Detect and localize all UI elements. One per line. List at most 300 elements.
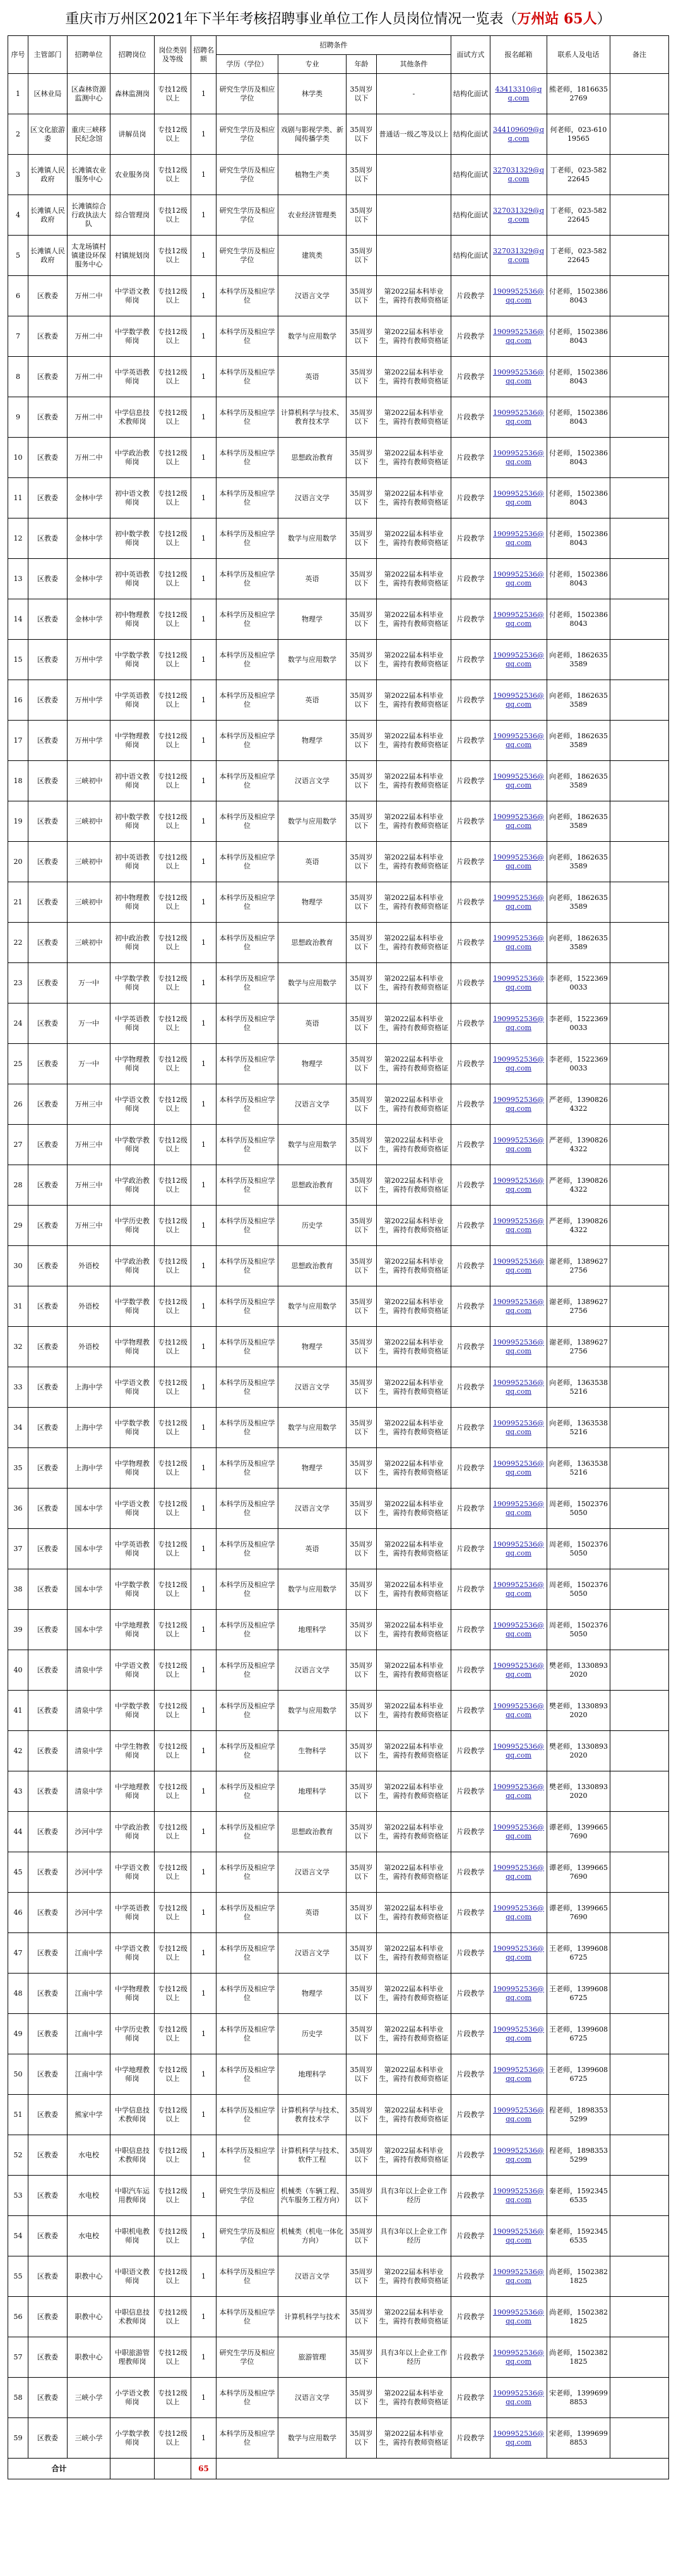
table-row (8, 1286, 669, 1327)
table-row (8, 761, 669, 801)
other-cell: 第2022届本科毕业生，需持有教师资格证 (377, 963, 451, 1003)
contact-cell: 付老师，15023868043 (547, 357, 610, 397)
major-cell: 英语 (278, 680, 347, 721)
email-link[interactable]: 1909952536@qq.com (490, 2297, 547, 2337)
contact-cell: 向老师，13635385216 (547, 1448, 610, 1489)
email-link[interactable]: 1909952536@qq.com (490, 438, 547, 478)
dept-cell: 区教委 (28, 1367, 68, 1408)
table-row (8, 2095, 669, 2135)
edu-cell: 本科学历及相应学位 (216, 1246, 278, 1286)
major-cell: 物理学 (278, 599, 347, 640)
unit-cell: 万州三中 (68, 1165, 110, 1206)
seq-cell: 54 (8, 2216, 28, 2256)
email-link[interactable]: 1909952536@qq.com (490, 1933, 547, 1974)
email-link[interactable]: 1909952536@qq.com (490, 923, 547, 963)
age-cell: 35周岁以下 (347, 74, 377, 114)
age-cell: 35周岁以下 (347, 2378, 377, 2418)
email-link[interactable]: 327031329@qq.com (490, 155, 547, 195)
seq-cell: 50 (8, 2054, 28, 2095)
unit-cell: 职教中心 (68, 2337, 110, 2378)
count-cell: 1 (191, 74, 216, 114)
other-cell: 第2022届本科毕业生，需持有教师资格证 (377, 1852, 451, 1893)
header-count: 招聘名额 (191, 36, 216, 74)
level-cell: 专技12级以上 (155, 1489, 191, 1529)
age-cell: 35周岁以下 (347, 1852, 377, 1893)
remark-cell (610, 680, 669, 721)
total-label: 合计 (8, 2459, 110, 2479)
post-cell: 中学语文教师岗 (110, 1489, 155, 1529)
level-cell: 专技12级以上 (155, 801, 191, 842)
major-cell: 汉语言文学 (278, 1367, 347, 1408)
age-cell: 35周岁以下 (347, 1610, 377, 1650)
email-link[interactable]: 1909952536@qq.com (490, 1731, 547, 1771)
email-link[interactable]: 1909952536@qq.com (490, 1691, 547, 1731)
email-link[interactable]: 1909952536@qq.com (490, 599, 547, 640)
count-cell: 1 (191, 1206, 216, 1246)
age-cell: 35周岁以下 (347, 599, 377, 640)
seq-cell: 12 (8, 518, 28, 559)
count-cell: 1 (191, 923, 216, 963)
method-cell: 片段教学 (451, 2135, 490, 2176)
table-row (8, 155, 669, 195)
post-cell: 中学数学教师岗 (110, 963, 155, 1003)
unit-cell: 清泉中学 (68, 1650, 110, 1691)
email-link[interactable]: 1909952536@qq.com (490, 1974, 547, 2014)
positions-table (8, 35, 669, 2479)
seq-cell: 17 (8, 721, 28, 761)
email-link[interactable]: 344109609@qq.com (490, 114, 547, 155)
email-link[interactable]: 1909952536@qq.com (490, 1852, 547, 1893)
level-cell: 专技12级以上 (155, 1933, 191, 1974)
unit-cell: 沙河中学 (68, 1852, 110, 1893)
dept-cell: 区教委 (28, 2054, 68, 2095)
email-link[interactable]: 1909952536@qq.com (490, 801, 547, 842)
email-link[interactable]: 1909952536@qq.com (490, 1489, 547, 1529)
email-link[interactable]: 1909952536@qq.com (490, 761, 547, 801)
age-cell: 35周岁以下 (347, 1569, 377, 1610)
dept-cell: 区教委 (28, 2418, 68, 2459)
title-close: ） (596, 11, 611, 27)
edu-cell: 本科学历及相应学位 (216, 438, 278, 478)
email-link[interactable]: 1909952536@qq.com (490, 2418, 547, 2459)
email-link[interactable]: 1909952536@qq.com (490, 1893, 547, 1933)
count-cell: 1 (191, 2014, 216, 2054)
other-cell: 第2022届本科毕业生，需持有教师资格证 (377, 478, 451, 518)
level-cell: 专技12级以上 (155, 155, 191, 195)
dept-cell: 区教委 (28, 2337, 68, 2378)
other-cell: 第2022届本科毕业生，需持有教师资格证 (377, 599, 451, 640)
email-link[interactable]: 1909952536@qq.com (490, 2176, 547, 2216)
other-cell: 第2022届本科毕业生，需持有教师资格证 (377, 518, 451, 559)
method-cell: 片段教学 (451, 1893, 490, 1933)
age-cell: 35周岁以下 (347, 518, 377, 559)
email-link[interactable]: 1909952536@qq.com (490, 1003, 547, 1044)
post-cell: 初中数学教师岗 (110, 801, 155, 842)
contact-cell: 周老师，15023765050 (547, 1529, 610, 1569)
method-cell: 片段教学 (451, 1489, 490, 1529)
table-row (8, 2176, 669, 2216)
table-row (8, 1367, 669, 1408)
dept-cell: 区教委 (28, 1812, 68, 1852)
contact-cell: 周老师，15023765050 (547, 1489, 610, 1529)
remark-cell (610, 1529, 669, 1569)
edu-cell: 本科学历及相应学位 (216, 478, 278, 518)
email-link[interactable]: 43413310@qq.com (490, 74, 547, 114)
table-row (8, 1408, 669, 1448)
contact-cell: 向老师，13635385216 (547, 1408, 610, 1448)
header-seq: 序号 (8, 36, 28, 74)
remark-cell (610, 599, 669, 640)
table-row (8, 236, 669, 276)
dept-cell: 区教委 (28, 1003, 68, 1044)
contact-cell: 向老师，13635385216 (547, 1367, 610, 1408)
table-row (8, 114, 669, 155)
unit-cell: 万州中学 (68, 640, 110, 680)
major-cell: 英语 (278, 357, 347, 397)
email-link[interactable]: 1909952536@qq.com (490, 2014, 547, 2054)
method-cell: 片段教学 (451, 1933, 490, 1974)
method-cell: 片段教学 (451, 1771, 490, 1812)
email-link[interactable]: 1909952536@qq.com (490, 963, 547, 1003)
email-link[interactable]: 1909952536@qq.com (490, 1286, 547, 1327)
email-link[interactable]: 1909952536@qq.com (490, 397, 547, 438)
method-cell: 片段教学 (451, 1125, 490, 1165)
level-cell: 专技12级以上 (155, 1367, 191, 1408)
email-link[interactable]: 1909952536@qq.com (490, 559, 547, 599)
unit-cell: 三峡初中 (68, 842, 110, 882)
email-link[interactable]: 1909952536@qq.com (490, 1529, 547, 1569)
email-link[interactable]: 1909952536@qq.com (490, 357, 547, 397)
unit-cell: 江南中学 (68, 2054, 110, 2095)
edu-cell: 本科学历及相应学位 (216, 761, 278, 801)
email-link[interactable]: 327031329@qq.com (490, 195, 547, 236)
seq-cell: 41 (8, 1691, 28, 1731)
age-cell: 35周岁以下 (347, 2014, 377, 2054)
table-row (8, 721, 669, 761)
table-body (8, 74, 669, 2459)
post-cell: 中学英语教师岗 (110, 1893, 155, 1933)
major-cell: 英语 (278, 559, 347, 599)
contact-cell: 熊老师，18166352769 (547, 74, 610, 114)
method-cell: 片段教学 (451, 1044, 490, 1084)
contact-cell: 程老师，18983535299 (547, 2095, 610, 2135)
count-cell: 1 (191, 599, 216, 640)
dept-cell: 长滩镇人民政府 (28, 155, 68, 195)
level-cell: 专技12级以上 (155, 2054, 191, 2095)
unit-cell: 三峡小学 (68, 2378, 110, 2418)
major-cell: 汉语言文学 (278, 1852, 347, 1893)
remark-cell (610, 559, 669, 599)
level-cell: 专技12级以上 (155, 1044, 191, 1084)
unit-cell: 江南中学 (68, 1933, 110, 1974)
email-link[interactable]: 1909952536@qq.com (490, 721, 547, 761)
level-cell: 专技12级以上 (155, 2297, 191, 2337)
contact-cell: 王老师，13996086725 (547, 1974, 610, 2014)
edu-cell: 本科学历及相应学位 (216, 2014, 278, 2054)
seq-cell: 15 (8, 640, 28, 680)
age-cell: 35周岁以下 (347, 2297, 377, 2337)
edu-cell: 本科学历及相应学位 (216, 2135, 278, 2176)
dept-cell: 区教委 (28, 478, 68, 518)
seq-cell: 28 (8, 1165, 28, 1206)
edu-cell: 本科学历及相应学位 (216, 1165, 278, 1206)
post-cell: 讲解员岗 (110, 114, 155, 155)
email-link[interactable]: 1909952536@qq.com (490, 2256, 547, 2297)
email-link[interactable]: 1909952536@qq.com (490, 1448, 547, 1489)
post-cell: 中学历史教师岗 (110, 1206, 155, 1246)
table-row (8, 2337, 669, 2378)
method-cell: 片段教学 (451, 559, 490, 599)
email-link[interactable]: 1909952536@qq.com (490, 1771, 547, 1812)
seq-cell: 13 (8, 559, 28, 599)
seq-cell: 52 (8, 2135, 28, 2176)
other-cell: 第2022届本科毕业生，需持有教师资格证 (377, 438, 451, 478)
dept-cell: 区教委 (28, 721, 68, 761)
unit-cell: 清泉中学 (68, 1771, 110, 1812)
unit-cell: 金林中学 (68, 478, 110, 518)
table-row (8, 195, 669, 236)
other-cell: 第2022届本科毕业生，需持有教师资格证 (377, 640, 451, 680)
email-link[interactable]: 1909952536@qq.com (490, 1246, 547, 1286)
email-link[interactable]: 1909952536@qq.com (490, 2135, 547, 2176)
email-link[interactable]: 1909952536@qq.com (490, 842, 547, 882)
email-link[interactable]: 1909952536@qq.com (490, 2054, 547, 2095)
email-link[interactable]: 1909952536@qq.com (490, 1327, 547, 1367)
edu-cell: 本科学历及相应学位 (216, 842, 278, 882)
method-cell: 片段教学 (451, 1731, 490, 1771)
other-cell: 第2022届本科毕业生，需持有教师资格证 (377, 761, 451, 801)
unit-cell: 职教中心 (68, 2297, 110, 2337)
email-link[interactable]: 1909952536@qq.com (490, 1569, 547, 1610)
dept-cell: 区教委 (28, 1731, 68, 1771)
contact-cell: 谢老师，13896272756 (547, 1246, 610, 1286)
count-cell: 1 (191, 195, 216, 236)
dept-cell: 区教委 (28, 761, 68, 801)
remark-cell (610, 1852, 669, 1893)
edu-cell: 本科学历及相应学位 (216, 1448, 278, 1489)
email-link[interactable]: 1909952536@qq.com (490, 316, 547, 357)
unit-cell: 水电校 (68, 2176, 110, 2216)
email-link[interactable]: 1909952536@qq.com (490, 1367, 547, 1408)
method-cell: 片段教学 (451, 1084, 490, 1125)
age-cell: 35周岁以下 (347, 478, 377, 518)
edu-cell: 本科学历及相应学位 (216, 1852, 278, 1893)
email-link[interactable]: 1909952536@qq.com (490, 1125, 547, 1165)
email-link[interactable]: 1909952536@qq.com (490, 478, 547, 518)
unit-cell: 万州二中 (68, 357, 110, 397)
age-cell: 35周岁以下 (347, 1529, 377, 1569)
email-link[interactable]: 1909952536@qq.com (490, 2337, 547, 2378)
method-cell: 片段教学 (451, 2337, 490, 2378)
remark-cell (610, 1812, 669, 1852)
remark-cell (610, 1246, 669, 1286)
post-cell: 小学语文教师岗 (110, 2378, 155, 2418)
dept-cell: 区教委 (28, 559, 68, 599)
dept-cell: 区教委 (28, 1246, 68, 1286)
email-link[interactable]: 1909952536@qq.com (490, 2378, 547, 2418)
count-cell: 1 (191, 1610, 216, 1650)
age-cell: 35周岁以下 (347, 1125, 377, 1165)
method-cell: 片段教学 (451, 2297, 490, 2337)
email-link[interactable]: 1909952536@qq.com (490, 640, 547, 680)
level-cell: 专技12级以上 (155, 518, 191, 559)
level-cell: 专技12级以上 (155, 236, 191, 276)
post-cell: 中学物理教师岗 (110, 1327, 155, 1367)
count-cell: 1 (191, 1165, 216, 1206)
count-cell: 1 (191, 801, 216, 842)
major-cell: 思想政治教育 (278, 923, 347, 963)
header-remark: 备注 (610, 36, 669, 74)
major-cell: 汉语言文学 (278, 1489, 347, 1529)
count-cell: 1 (191, 518, 216, 559)
remark-cell (610, 2256, 669, 2297)
email-link[interactable]: 1909952536@qq.com (490, 1165, 547, 1206)
count-cell: 1 (191, 1448, 216, 1489)
seq-cell: 18 (8, 761, 28, 801)
level-cell: 专技12级以上 (155, 882, 191, 923)
table-row (8, 2297, 669, 2337)
email-link[interactable]: 1909952536@qq.com (490, 882, 547, 923)
unit-cell: 万一中 (68, 1044, 110, 1084)
dept-cell: 区教委 (28, 2176, 68, 2216)
major-cell: 农业经济管理类 (278, 195, 347, 236)
count-cell: 1 (191, 316, 216, 357)
table-row (8, 1044, 669, 1084)
age-cell: 35周岁以下 (347, 882, 377, 923)
age-cell: 35周岁以下 (347, 1933, 377, 1974)
method-cell: 片段教学 (451, 1367, 490, 1408)
dept-cell: 区教委 (28, 680, 68, 721)
email-link[interactable]: 1909952536@qq.com (490, 276, 547, 316)
contact-cell: 向老师，18626353589 (547, 882, 610, 923)
seq-cell: 46 (8, 1893, 28, 1933)
count-cell: 1 (191, 680, 216, 721)
unit-cell: 国本中学 (68, 1489, 110, 1529)
seq-cell: 21 (8, 882, 28, 923)
count-cell: 1 (191, 2216, 216, 2256)
dept-cell: 区教委 (28, 1691, 68, 1731)
other-cell: 第2022届本科毕业生，需持有教师资格证 (377, 1933, 451, 1974)
contact-cell: 严老师，13908264322 (547, 1125, 610, 1165)
email-link[interactable]: 1909952536@qq.com (490, 1084, 547, 1125)
level-cell: 专技12级以上 (155, 1529, 191, 1569)
seq-cell: 33 (8, 1367, 28, 1408)
level-cell: 专技12级以上 (155, 1610, 191, 1650)
unit-cell: 万州中学 (68, 680, 110, 721)
email-link[interactable]: 1909952536@qq.com (490, 518, 547, 559)
count-cell: 1 (191, 1408, 216, 1448)
method-cell: 片段教学 (451, 1569, 490, 1610)
email-link[interactable]: 327031329@qq.com (490, 236, 547, 276)
major-cell: 物理学 (278, 721, 347, 761)
unit-cell: 万州二中 (68, 276, 110, 316)
email-link[interactable]: 1909952536@qq.com (490, 1812, 547, 1852)
dept-cell: 区教委 (28, 1974, 68, 2014)
unit-cell: 金林中学 (68, 518, 110, 559)
method-cell: 结构化面试 (451, 195, 490, 236)
other-cell: 第2022届本科毕业生，需持有教师资格证 (377, 1246, 451, 1286)
email-link[interactable]: 1909952536@qq.com (490, 1610, 547, 1650)
email-link[interactable]: 1909952536@qq.com (490, 2095, 547, 2135)
edu-cell: 本科学历及相应学位 (216, 1489, 278, 1529)
count-cell: 1 (191, 397, 216, 438)
age-cell: 35周岁以下 (347, 2216, 377, 2256)
post-cell: 中学物理教师岗 (110, 1044, 155, 1084)
method-cell: 片段教学 (451, 1852, 490, 1893)
email-link[interactable]: 1909952536@qq.com (490, 1408, 547, 1448)
remark-cell (610, 1448, 669, 1489)
major-cell: 汉语言文学 (278, 2378, 347, 2418)
level-cell: 专技12级以上 (155, 114, 191, 155)
unit-cell: 沙河中学 (68, 1893, 110, 1933)
dept-cell: 区教委 (28, 1084, 68, 1125)
seq-cell: 9 (8, 397, 28, 438)
remark-cell (610, 2216, 669, 2256)
email-link[interactable]: 1909952536@qq.com (490, 1650, 547, 1691)
post-cell: 中学政治教师岗 (110, 1812, 155, 1852)
remark-cell (610, 923, 669, 963)
level-cell: 专技12级以上 (155, 1569, 191, 1610)
method-cell: 片段教学 (451, 357, 490, 397)
remark-cell (610, 801, 669, 842)
remark-cell (610, 2135, 669, 2176)
seq-cell: 42 (8, 1731, 28, 1771)
level-cell: 专技12级以上 (155, 1165, 191, 1206)
major-cell: 地理科学 (278, 1771, 347, 1812)
seq-cell: 43 (8, 1771, 28, 1812)
table-row (8, 438, 669, 478)
level-cell: 专技12级以上 (155, 963, 191, 1003)
post-cell: 中学信息技术教师岗 (110, 397, 155, 438)
seq-cell: 19 (8, 801, 28, 842)
table-row (8, 1448, 669, 1489)
email-link[interactable]: 1909952536@qq.com (490, 680, 547, 721)
method-cell: 片段教学 (451, 438, 490, 478)
count-cell: 1 (191, 276, 216, 316)
age-cell: 35周岁以下 (347, 923, 377, 963)
edu-cell: 本科学历及相应学位 (216, 1691, 278, 1731)
level-cell: 专技12级以上 (155, 1448, 191, 1489)
other-cell: 第2022届本科毕业生，需持有教师资格证 (377, 357, 451, 397)
email-link[interactable]: 1909952536@qq.com (490, 2216, 547, 2256)
seq-cell: 55 (8, 2256, 28, 2297)
remark-cell (610, 2378, 669, 2418)
page-title (0, 0, 676, 35)
level-cell: 专技12级以上 (155, 1812, 191, 1852)
edu-cell: 研究生学历及相应学位 (216, 195, 278, 236)
contact-cell: 付老师，15023868043 (547, 518, 610, 559)
header-email: 报名邮箱 (490, 36, 547, 74)
email-link[interactable]: 1909952536@qq.com (490, 1206, 547, 1246)
remark-cell (610, 1771, 669, 1812)
email-link[interactable]: 1909952536@qq.com (490, 1044, 547, 1084)
age-cell: 35周岁以下 (347, 1246, 377, 1286)
age-cell: 35周岁以下 (347, 316, 377, 357)
table-row (8, 599, 669, 640)
other-cell: 第2022届本科毕业生，需持有教师资格证 (377, 397, 451, 438)
seq-cell: 3 (8, 155, 28, 195)
table-row (8, 1933, 669, 1974)
post-cell: 中学语文教师岗 (110, 276, 155, 316)
method-cell: 片段教学 (451, 680, 490, 721)
seq-cell: 59 (8, 2418, 28, 2459)
major-cell: 历史学 (278, 1206, 347, 1246)
contact-cell: 向老师，18626353589 (547, 842, 610, 882)
total-blank (216, 2459, 669, 2479)
age-cell: 35周岁以下 (347, 1771, 377, 1812)
unit-cell: 太龙场镇村镇建设环保服务中心 (68, 236, 110, 276)
method-cell: 片段教学 (451, 1206, 490, 1246)
